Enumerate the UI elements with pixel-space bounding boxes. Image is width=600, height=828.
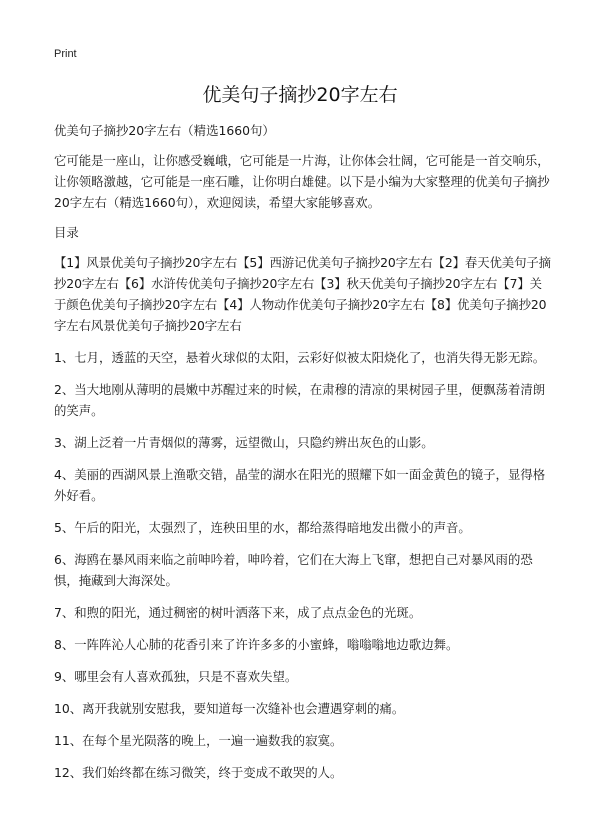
list-item: 3、湖上泛着一片青烟似的薄雾，远望微山，只隐约辨出灰色的山影。 bbox=[54, 435, 434, 450]
list-item: 8、一阵阵沁人心肺的花香引来了许许多多的小蜜蜂，嗡嗡嗡地边歌边舞。 bbox=[54, 637, 459, 652]
list-item: 4、美丽的西湖风景上渔歌交错，晶莹的湖水在阳光的照耀下如一面金黄色的镜子，显得格外好看。 bbox=[54, 467, 546, 503]
list-item: 12、我们始终都在练习微笑，终于变成不敢哭的人。 bbox=[54, 765, 343, 780]
table-of-contents: 【1】风景优美句子摘抄20字左右【5】西游记优美句子摘抄20字左右【2】春天优美句子摘抄20字左右【6】水浒传优美句子摘抄20字左右【3】秋天优美句子摘抄20字左右【7】关于颜色优美句子摘抄20字左右【4】人物动作优美句子摘抄20字左右【8】优美句子摘抄20字左右风景优美句子摘抄20字左右 bbox=[54, 255, 551, 333]
list-item: 6、海鸥在暴风雨来临之前呻吟着，呻吟着，它们在大海上飞窜，想把自己对暴风雨的恐惧，掩藏到大海深处。 bbox=[54, 552, 533, 588]
toc-heading: 目录 bbox=[54, 225, 79, 240]
document-subtitle: 优美句子摘抄20字左右（精选1660句） bbox=[54, 123, 275, 138]
list-item: 5、午后的阳光，太强烈了，连秧田里的水，都给蒸得暗地发出微小的声音。 bbox=[54, 520, 471, 535]
print-link[interactable]: Print bbox=[54, 48, 77, 60]
list-item: 11、在每个星光陨落的晚上，一遍一遍数我的寂寞。 bbox=[54, 733, 343, 748]
list-item: 1、七月，透蓝的天空，悬着火球似的太阳，云彩好似被太阳烧化了，也消失得无影无踪。 bbox=[54, 350, 546, 365]
list-item: 10、离开我就别安慰我，要知道每一次缝补也会遭遇穿刺的痛。 bbox=[54, 701, 405, 716]
list-item: 7、和煦的阳光，通过稠密的树叶洒落下来，成了点点金色的光斑。 bbox=[54, 605, 422, 620]
intro-paragraph: 它可能是一座山，让你感受巍峨，它可能是一片海，让你体会壮阔，它可能是一首交响乐，让你领略激越，它可能是一座石雕，让你明白雄健。以下是小编为大家整理的优美句子摘抄20字左右（精选1660句），欢迎阅读，希望大家能够喜欢。 bbox=[54, 153, 550, 210]
page-title: 优美句子摘抄20字左右 bbox=[202, 84, 398, 106]
document-body bbox=[54, 120, 554, 794]
list-item: 9、哪里会有人喜欢孤独，只是不喜欢失望。 bbox=[54, 669, 298, 684]
list-item: 2、当大地刚从薄明的晨嫩中苏醒过来的时候，在肃穆的清凉的果树园子里，便飘荡着清朗的笑声。 bbox=[54, 382, 546, 418]
